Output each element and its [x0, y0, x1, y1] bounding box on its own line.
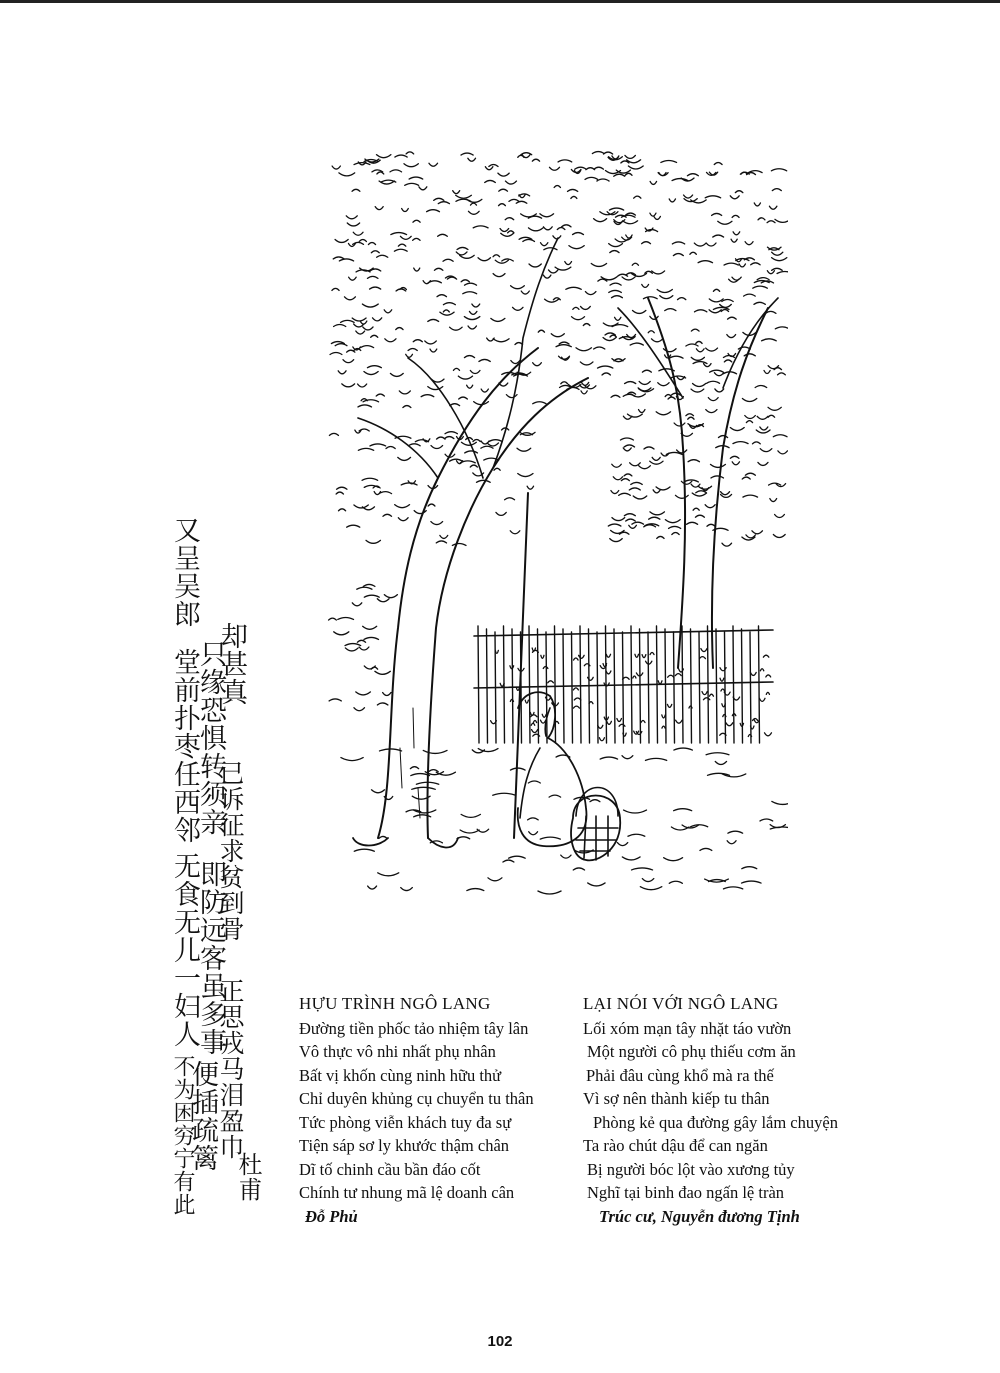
- poem-right-line: Bị người bóc lột vào xương tủy: [587, 1159, 795, 1179]
- poem-right-line: Lối xóm mạn tây nhặt táo vườn: [583, 1018, 792, 1038]
- poem-left-line: Tiện sáp sơ ly khước thậm chân: [299, 1136, 510, 1155]
- left-tree-foliage: [329, 152, 631, 711]
- ground-marks: [341, 748, 788, 894]
- tree-woman-illustration: [318, 148, 788, 908]
- poem-left-author: Đỗ Phủ: [305, 1206, 358, 1226]
- chinese-column-2: 只缘恐惧转须亲: [195, 640, 226, 836]
- poem-right-line: Vì sợ nên thành kiếp tu thân: [583, 1089, 770, 1108]
- right-tree-foliage: [600, 155, 788, 546]
- poem-left-line: Đường tiền phốc tảo nhiệm tây lân: [299, 1018, 529, 1038]
- chinese-column-3c: 正思戎马泪盈巾: [216, 978, 245, 1160]
- chinese-column-1b: 无食无儿一妇人: [169, 852, 200, 1048]
- poem-right-line: Phải đâu cùng khổ mà ra thế: [586, 1065, 774, 1085]
- poem-left-line: Tức phòng viễn khách tuy đa sự: [299, 1112, 512, 1132]
- chinese-column-3b: 已诉征求贫到骨: [216, 760, 245, 942]
- poem-right-line: Một người cô phụ thiếu cơm ăn: [587, 1042, 796, 1061]
- chinese-column-2b: 即防远客虽多事: [195, 860, 226, 1056]
- poem-left-line: Dĩ tố chinh cầu bần đáo cốt: [299, 1159, 481, 1179]
- page-number: 102: [487, 1333, 513, 1350]
- poem-left-line: Bất vị khốn cùng ninh hữu thử: [299, 1065, 502, 1085]
- chinese-poem-title: 又呈吴郎: [169, 516, 200, 628]
- poem-translation: [583, 992, 873, 1228]
- chinese-column-2c: 便插疏篱: [187, 1060, 218, 1172]
- poem-right-line: Ta rào chút dậu để can ngăn: [583, 1136, 768, 1155]
- chinese-author: 杜甫: [234, 1152, 262, 1202]
- poem-left-line: Vô thực vô nhi nhất phụ nhân: [299, 1042, 496, 1061]
- poem-right-line: Phòng kẻ qua đường gây lắm chuyện: [593, 1112, 838, 1132]
- chinese-column-3: 却甚真: [216, 622, 247, 706]
- poem-right-title: LẠI NÓI VỚI NGÔ LANG: [583, 994, 779, 1013]
- chinese-column-1c: 不为困穷宁有此: [170, 1055, 195, 1216]
- poem-left-title: HỰU TRÌNH NGÔ LANG: [299, 994, 491, 1013]
- poem-transliteration: [299, 992, 574, 1228]
- poem-left-line: Chỉ duyên khủng cụ chuyển tu thân: [299, 1089, 534, 1108]
- poem-right-line: Nghĩ tại binh đao ngấn lệ tràn: [587, 1183, 785, 1202]
- poem-left-line: Chính tư nhung mã lệ doanh cân: [299, 1183, 515, 1202]
- chinese-column-1: 堂前扑枣任西邻: [169, 648, 200, 844]
- top-border-line: [0, 0, 1000, 3]
- poem-right-author: Trúc cư, Nguyễn đương Tịnh: [599, 1206, 800, 1226]
